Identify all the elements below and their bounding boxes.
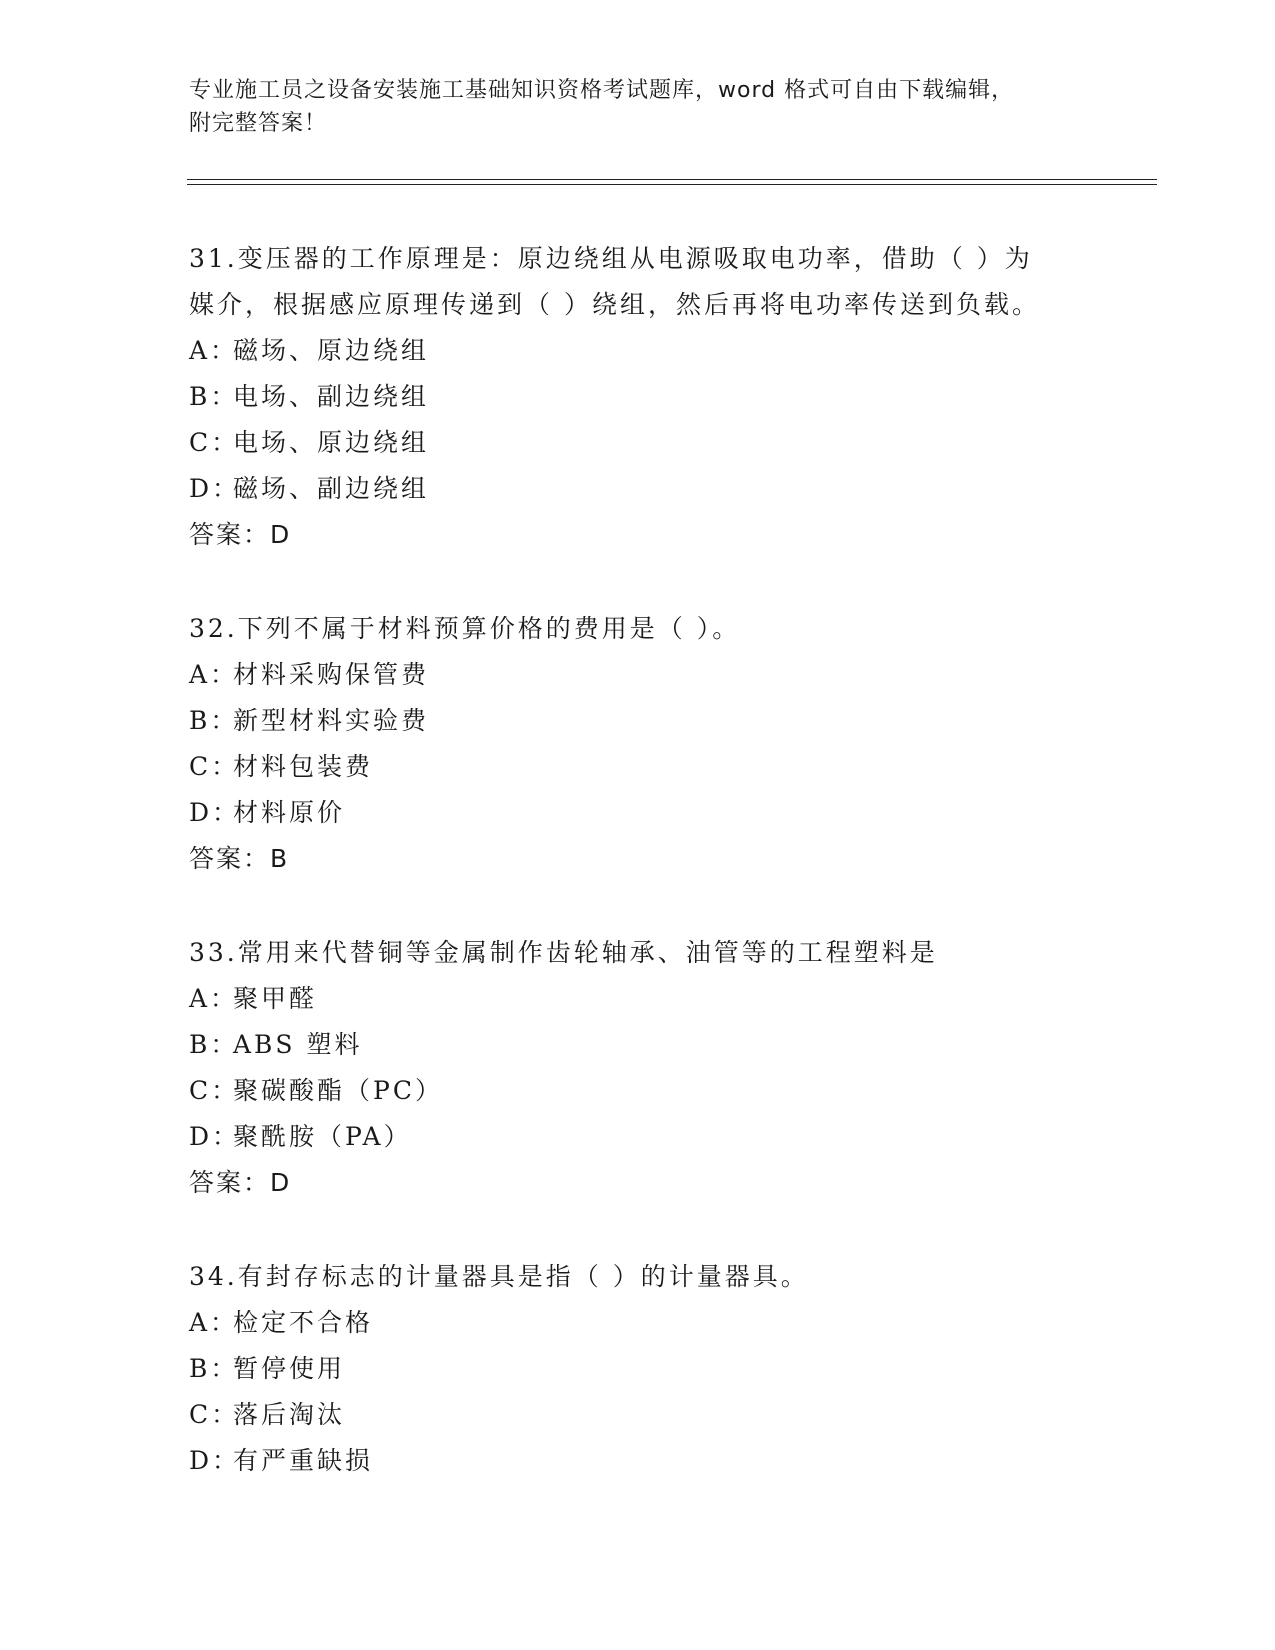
option-key: A： xyxy=(189,336,239,365)
header-line-2: 附完整答案！ xyxy=(189,111,328,136)
option-b xyxy=(189,698,1089,744)
question-stem: 31.变压器的工作原理是：原边绕组从电源吸取电功率，借助（ ）为 xyxy=(189,244,1033,273)
option-b xyxy=(189,1022,1089,1068)
question-stem: 32.下列不属于材料预算价格的费用是（ ）。 xyxy=(189,614,741,643)
option-text: ABS 塑料 xyxy=(233,1030,363,1059)
option-text: 落后淘汰 xyxy=(233,1400,346,1429)
header-divider-top xyxy=(187,179,1157,180)
option-text: 电场、原边绕组 xyxy=(233,428,430,457)
option-c xyxy=(189,1068,1089,1114)
option-key: C： xyxy=(189,752,240,781)
option-key: B： xyxy=(189,1354,239,1383)
option-d xyxy=(189,1114,1089,1160)
option-text: 磁场、原边绕组 xyxy=(233,336,430,365)
option-c xyxy=(189,420,1089,466)
option-text: 聚碳酸酯（PC） xyxy=(233,1076,443,1105)
option-a xyxy=(189,652,1089,698)
option-key: B： xyxy=(189,382,239,411)
option-text: 材料采购保管费 xyxy=(233,660,430,689)
question-34 xyxy=(189,1254,1089,1484)
option-key: D： xyxy=(189,1122,241,1151)
option-a xyxy=(189,328,1089,374)
option-key: A： xyxy=(189,660,239,689)
option-b xyxy=(189,1346,1089,1392)
option-text: 新型材料实验费 xyxy=(233,706,430,735)
option-text: 暂停使用 xyxy=(233,1354,346,1383)
answer-line: 答案：D xyxy=(189,1168,292,1197)
option-c xyxy=(189,744,1089,790)
question-33 xyxy=(189,930,1089,1206)
question-list xyxy=(189,236,1089,1532)
option-key: C： xyxy=(189,1400,240,1429)
option-text: 磁场、副边绕组 xyxy=(233,474,430,503)
option-b xyxy=(189,374,1089,420)
option-key: C： xyxy=(189,428,240,457)
option-d xyxy=(189,790,1089,836)
question-32 xyxy=(189,606,1089,882)
answer-line: 答案：D xyxy=(189,520,292,549)
option-text: 聚甲醛 xyxy=(233,984,318,1013)
option-c xyxy=(189,1392,1089,1438)
document-header xyxy=(189,74,1069,140)
option-text: 材料包装费 xyxy=(233,752,374,781)
option-key: C： xyxy=(189,1076,240,1105)
question-31 xyxy=(189,236,1089,558)
header-line-1: 专业施工员之设备安装施工基础知识资格考试题库，word 格式可自由下载编辑， xyxy=(189,78,1015,103)
question-stem: 34.有封存标志的计量器具是指（ ）的计量器具。 xyxy=(189,1262,809,1291)
header-divider-bottom xyxy=(187,184,1157,185)
option-text: 电场、副边绕组 xyxy=(233,382,430,411)
option-key: D： xyxy=(189,798,241,827)
option-key: D： xyxy=(189,1446,241,1475)
option-d xyxy=(189,466,1089,512)
option-a xyxy=(189,1300,1089,1346)
option-key: A： xyxy=(189,1308,239,1337)
option-key: B： xyxy=(189,1030,239,1059)
option-a xyxy=(189,976,1089,1022)
option-key: B： xyxy=(189,706,239,735)
option-text: 材料原价 xyxy=(233,798,346,827)
answer-line: 答案：B xyxy=(189,844,290,873)
option-d xyxy=(189,1438,1089,1484)
option-key: D： xyxy=(189,474,241,503)
option-text: 检定不合格 xyxy=(233,1308,374,1337)
option-key: A： xyxy=(189,984,239,1013)
option-text: 有严重缺损 xyxy=(233,1446,374,1475)
question-stem-continued: 媒介，根据感应原理传递到（ ）绕组，然后再将电功率传送到负载。 xyxy=(189,290,1040,319)
option-text: 聚酰胺（PA） xyxy=(233,1122,412,1151)
question-stem: 33.常用来代替铜等金属制作齿轮轴承、油管等的工程塑料是 xyxy=(189,938,938,967)
